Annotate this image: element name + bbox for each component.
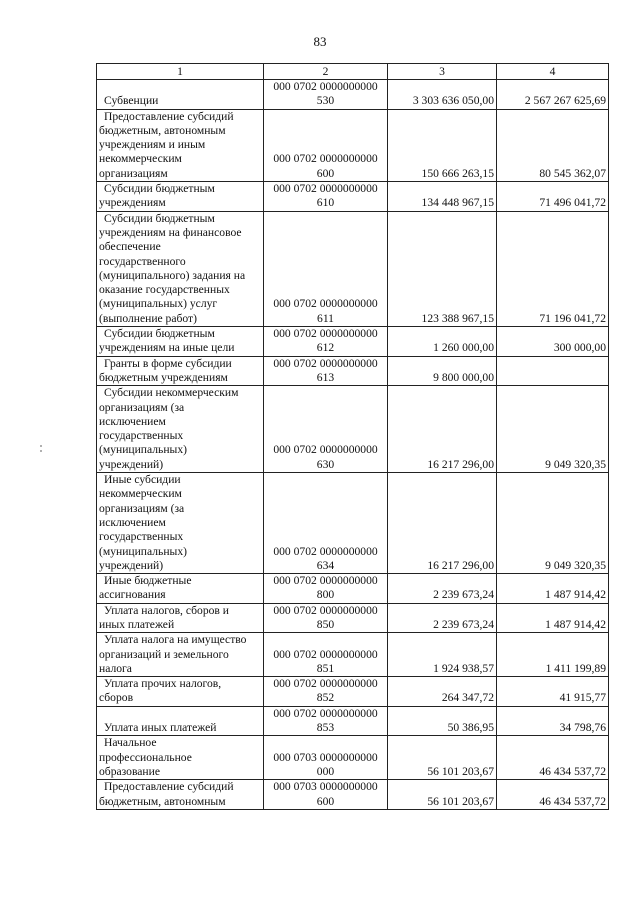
value-col3: 2 239 673,24 bbox=[388, 574, 497, 604]
value-col4: 71 196 041,72 bbox=[497, 211, 609, 326]
value-col3: 56 101 203,67 bbox=[388, 780, 497, 810]
code-suffix: 610 bbox=[316, 196, 335, 210]
table-row bbox=[97, 633, 609, 677]
code-prefix: 000 0702 0000000000 bbox=[273, 603, 378, 617]
row-name: Иные субсидии некоммерческим организациям (за исключением государственных (муниципальных) учреждений) bbox=[97, 473, 264, 574]
code-prefix: 000 0702 0000000000 bbox=[273, 647, 378, 661]
code-prefix: 000 0703 0000000000 bbox=[273, 750, 378, 764]
value-col4: 1 487 914,42 bbox=[497, 603, 609, 633]
code-suffix: 600 bbox=[316, 794, 335, 808]
table-row bbox=[97, 327, 609, 357]
code-suffix: 612 bbox=[316, 341, 335, 355]
value-col4: 46 434 537,72 bbox=[497, 780, 609, 810]
value-col4: 34 798,76 bbox=[497, 706, 609, 736]
value-col3: 16 217 296,00 bbox=[388, 386, 497, 473]
row-code bbox=[264, 327, 388, 357]
table-row bbox=[97, 706, 609, 736]
row-code bbox=[264, 677, 388, 707]
table-row bbox=[97, 356, 609, 386]
row-name: Субсидии некоммерческим организациям (за исключением государственных (муниципальных) учреждений) bbox=[97, 386, 264, 473]
table-row bbox=[97, 473, 609, 574]
value-col4: 300 000,00 bbox=[497, 327, 609, 357]
value-col3: 150 666 263,15 bbox=[388, 109, 497, 181]
value-col4: 9 049 320,35 bbox=[497, 386, 609, 473]
budget-table bbox=[96, 63, 609, 810]
code-suffix: 600 bbox=[316, 166, 335, 180]
row-code bbox=[264, 780, 388, 810]
code-prefix: 000 0702 0000000000 bbox=[273, 152, 378, 166]
value-col4: 41 915,77 bbox=[497, 677, 609, 707]
value-col3: 16 217 296,00 bbox=[388, 473, 497, 574]
value-col3: 2 239 673,24 bbox=[388, 603, 497, 633]
value-col4: 2 567 267 625,69 bbox=[497, 80, 609, 110]
code-prefix: 000 0702 0000000000 bbox=[273, 356, 378, 370]
value-col3: 3 303 636 050,00 bbox=[388, 80, 497, 110]
row-name: Уплата иных платежей bbox=[97, 706, 264, 736]
code-suffix: 611 bbox=[317, 311, 334, 325]
row-code bbox=[264, 473, 388, 574]
code-suffix: 851 bbox=[316, 661, 335, 675]
code-suffix: 630 bbox=[316, 457, 335, 471]
table-row bbox=[97, 574, 609, 604]
column-header: 1 bbox=[97, 64, 264, 80]
value-col3: 50 386,95 bbox=[388, 706, 497, 736]
value-col3: 9 800 000,00 bbox=[388, 356, 497, 386]
code-prefix: 000 0702 0000000000 bbox=[273, 297, 378, 311]
row-name: Начальное профессиональное образование bbox=[97, 736, 264, 780]
table-row bbox=[97, 736, 609, 780]
code-suffix: 800 bbox=[316, 588, 335, 602]
value-col4: 46 434 537,72 bbox=[497, 736, 609, 780]
table-row bbox=[97, 109, 609, 181]
table-row bbox=[97, 780, 609, 810]
table-row bbox=[97, 211, 609, 326]
code-suffix: 852 bbox=[316, 691, 335, 705]
row-name: Субсидии бюджетным учреждениям bbox=[97, 182, 264, 212]
value-col4: 9 049 320,35 bbox=[497, 473, 609, 574]
column-header: 4 bbox=[497, 64, 609, 80]
code-suffix: 850 bbox=[316, 617, 335, 631]
row-name: Субсидии бюджетным учреждениям на финансовое обеспечение государственного (муниципального) задания на оказание государственных (муниципальных) услуг (выполнение работ) bbox=[97, 211, 264, 326]
row-name: Субвенции bbox=[97, 80, 264, 110]
row-code bbox=[264, 574, 388, 604]
row-code bbox=[264, 109, 388, 181]
value-col4: 1 411 199,89 bbox=[497, 633, 609, 677]
column-header: 3 bbox=[388, 64, 497, 80]
row-code bbox=[264, 182, 388, 212]
table-row bbox=[97, 677, 609, 707]
row-name: Уплата налогов, сборов и иных платежей bbox=[97, 603, 264, 633]
value-col3: 134 448 967,15 bbox=[388, 182, 497, 212]
code-prefix: 000 0702 0000000000 bbox=[273, 574, 378, 588]
table-row bbox=[97, 386, 609, 473]
scan-mark bbox=[40, 445, 42, 447]
value-col4: 80 545 362,07 bbox=[497, 109, 609, 181]
value-col4 bbox=[497, 356, 609, 386]
value-col4: 71 496 041,72 bbox=[497, 182, 609, 212]
code-prefix: 000 0702 0000000000 bbox=[273, 443, 378, 457]
row-code bbox=[264, 211, 388, 326]
row-name: Иные бюджетные ассигнования bbox=[97, 574, 264, 604]
row-name: Гранты в форме субсидии бюджетным учреждениям bbox=[97, 356, 264, 386]
code-prefix: 000 0702 0000000000 bbox=[273, 80, 378, 93]
row-name: Субсидии бюджетным учреждениям на иные цели bbox=[97, 327, 264, 357]
row-code bbox=[264, 386, 388, 473]
code-suffix: 000 bbox=[316, 764, 335, 778]
table-header-row bbox=[97, 64, 609, 80]
row-name: Уплата налога на имущество организаций и земельного налога bbox=[97, 633, 264, 677]
code-suffix: 853 bbox=[316, 721, 335, 735]
value-col4: 1 487 914,42 bbox=[497, 574, 609, 604]
code-prefix: 000 0702 0000000000 bbox=[273, 327, 378, 341]
value-col3: 264 347,72 bbox=[388, 677, 497, 707]
row-name: Предоставление субсидий бюджетным, автономным bbox=[97, 780, 264, 810]
table-row bbox=[97, 80, 609, 110]
table-row bbox=[97, 603, 609, 633]
row-code bbox=[264, 633, 388, 677]
row-code bbox=[264, 356, 388, 386]
scan-mark bbox=[40, 450, 42, 452]
code-prefix: 000 0702 0000000000 bbox=[273, 182, 378, 196]
value-col3: 1 260 000,00 bbox=[388, 327, 497, 357]
row-code bbox=[264, 603, 388, 633]
table-row bbox=[97, 182, 609, 212]
row-code bbox=[264, 736, 388, 780]
row-code bbox=[264, 80, 388, 110]
row-code bbox=[264, 706, 388, 736]
value-col3: 1 924 938,57 bbox=[388, 633, 497, 677]
code-prefix: 000 0702 0000000000 bbox=[273, 677, 378, 691]
column-header: 2 bbox=[264, 64, 388, 80]
code-suffix: 530 bbox=[316, 94, 335, 108]
value-col3: 123 388 967,15 bbox=[388, 211, 497, 326]
code-prefix: 000 0703 0000000000 bbox=[273, 780, 378, 794]
page-number: 83 bbox=[313, 34, 327, 49]
code-prefix: 000 0702 0000000000 bbox=[273, 544, 378, 558]
row-name: Уплата прочих налогов, сборов bbox=[97, 677, 264, 707]
value-col3: 56 101 203,67 bbox=[388, 736, 497, 780]
code-suffix: 613 bbox=[316, 370, 335, 384]
row-name: Предоставление субсидий бюджетным, автономным учреждениям и иным некоммерческим организациям bbox=[97, 109, 264, 181]
code-suffix: 634 bbox=[316, 558, 335, 572]
code-prefix: 000 0702 0000000000 bbox=[273, 706, 378, 720]
